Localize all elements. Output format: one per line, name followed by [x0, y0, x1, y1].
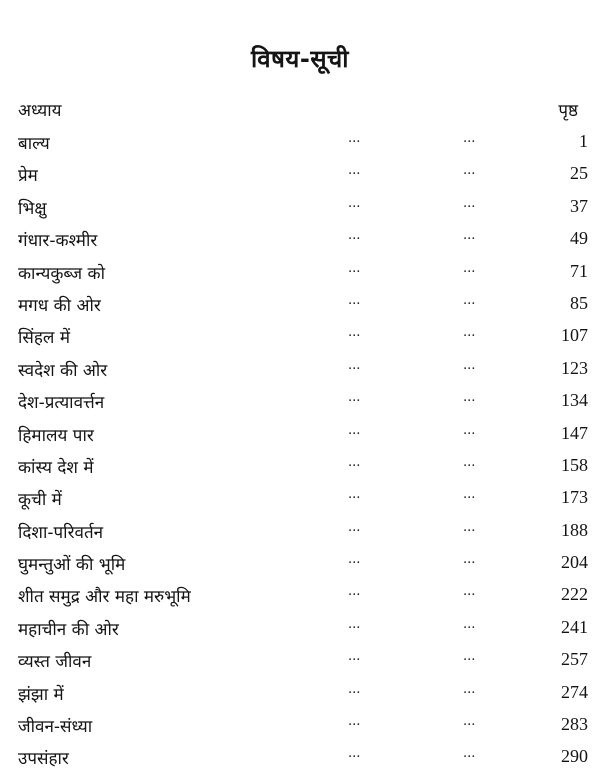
- toc-header: [0, 98, 600, 124]
- leader-dots: ...: [348, 649, 361, 665]
- leader-dots: ...: [463, 552, 476, 568]
- toc-entry: [0, 614, 600, 646]
- page-number: 71: [570, 260, 588, 281]
- leader-dots: ...: [463, 422, 476, 438]
- toc-entry: [0, 258, 600, 290]
- leader-dots: ...: [463, 357, 476, 373]
- leader-dots: ...: [463, 714, 476, 730]
- toc-entry: [0, 452, 600, 484]
- toc-entry: [0, 743, 600, 775]
- chapter-title: गंधार-कश्मीर: [18, 231, 98, 252]
- toc-entry: [0, 355, 600, 387]
- page-number: 147: [561, 422, 588, 443]
- toc-entry: [0, 581, 600, 613]
- leader-dots: ...: [463, 616, 476, 632]
- page-number: 241: [561, 616, 588, 637]
- leader-dots: ...: [463, 649, 476, 665]
- page-number: 37: [570, 195, 588, 216]
- page-title: विषय-सूची: [251, 45, 349, 73]
- leader-dots: ...: [348, 681, 361, 697]
- toc-entry: [0, 484, 600, 516]
- chapter-title: कांस्य देश में: [18, 457, 94, 478]
- chapter-title: कान्यकुब्ज को: [18, 263, 105, 284]
- chapter-title: बाल्य: [18, 134, 50, 154]
- page-number: 123: [561, 357, 588, 378]
- toc-entry: [0, 646, 600, 678]
- chapter-title: दिशा-परिवर्तन: [18, 522, 104, 543]
- leader-dots: ...: [348, 325, 361, 341]
- leader-dots: ...: [348, 584, 361, 600]
- page-number: 290: [561, 746, 588, 767]
- page-number: 134: [561, 390, 588, 411]
- toc-entry: [0, 420, 600, 452]
- leader-dots: ...: [463, 746, 476, 762]
- chapter-title: उपसंहार: [18, 749, 69, 770]
- leader-dots: ...: [348, 714, 361, 730]
- leader-dots: ...: [348, 487, 361, 503]
- page-number: 158: [561, 454, 588, 475]
- page-column-header: पृष्ठ: [558, 101, 578, 121]
- leader-dots: ...: [348, 746, 361, 762]
- leader-dots: ...: [463, 519, 476, 535]
- chapter-title: स्वदेश की ओर: [18, 360, 108, 381]
- chapter-title: महाचीन की ओर: [18, 619, 119, 640]
- chapter-title: भिक्षु: [18, 198, 47, 219]
- chapter-title: सिंहल में: [18, 328, 71, 349]
- toc-entry: [0, 160, 600, 192]
- page-number: 173: [561, 487, 588, 508]
- leader-dots: ...: [348, 616, 361, 632]
- page-number: 204: [561, 552, 588, 573]
- page-number: 222: [561, 584, 588, 605]
- chapter-title: व्यस्त जीवन: [18, 652, 92, 673]
- chapter-title: झंझा में: [18, 684, 64, 705]
- leader-dots: ...: [463, 131, 476, 146]
- chapter-title: हिमालय पार: [18, 425, 94, 446]
- leader-dots: ...: [463, 487, 476, 503]
- leader-dots: ...: [348, 131, 361, 146]
- page-number: 49: [570, 228, 588, 249]
- toc-entry: [0, 322, 600, 354]
- leader-dots: ...: [348, 422, 361, 438]
- chapter-title: मगध की ओर: [18, 295, 101, 316]
- leader-dots: ...: [348, 228, 361, 244]
- leader-dots: ...: [463, 195, 476, 211]
- table-of-contents: [0, 128, 600, 776]
- leader-dots: ...: [348, 195, 361, 211]
- page-number: 25: [570, 163, 588, 184]
- leader-dots: ...: [463, 228, 476, 244]
- leader-dots: ...: [348, 292, 361, 308]
- toc-entry: [0, 387, 600, 419]
- leader-dots: ...: [348, 454, 361, 470]
- chapter-title: प्रेम: [18, 166, 38, 187]
- toc-entry: [0, 711, 600, 743]
- leader-dots: ...: [463, 584, 476, 600]
- toc-entry: [0, 225, 600, 257]
- leader-dots: ...: [348, 357, 361, 373]
- chapter-title: कूची में: [18, 490, 62, 511]
- chapter-title: शीत समुद्र और महा मरुभूमि: [18, 587, 191, 608]
- leader-dots: ...: [463, 163, 476, 179]
- leader-dots: ...: [348, 519, 361, 535]
- leader-dots: ...: [348, 552, 361, 568]
- page-number: 107: [561, 325, 588, 346]
- toc-entry: [0, 193, 600, 225]
- chapter-column-header: अध्याय: [18, 101, 62, 121]
- toc-entry: [0, 290, 600, 322]
- leader-dots: ...: [463, 260, 476, 276]
- leader-dots: ...: [463, 390, 476, 406]
- page-number: 274: [561, 681, 588, 702]
- leader-dots: ...: [348, 260, 361, 276]
- chapter-title: घुमन्तुओं की भूमि: [18, 555, 126, 576]
- leader-dots: ...: [463, 292, 476, 308]
- page-number: 1: [579, 131, 588, 151]
- toc-entry: [0, 128, 600, 160]
- chapter-title: देश-प्रत्यावर्त्तन: [18, 393, 105, 414]
- leader-dots: ...: [463, 681, 476, 697]
- page-number: 283: [561, 714, 588, 735]
- toc-entry: [0, 549, 600, 581]
- leader-dots: ...: [463, 454, 476, 470]
- toc-entry: [0, 679, 600, 711]
- leader-dots: ...: [348, 390, 361, 406]
- toc-entry: [0, 517, 600, 549]
- chapter-title: जीवन-संध्या: [18, 717, 93, 738]
- page-number: 188: [561, 519, 588, 540]
- leader-dots: ...: [463, 325, 476, 341]
- page-number: 257: [561, 649, 588, 670]
- leader-dots: ...: [348, 163, 361, 179]
- page-number: 85: [570, 292, 588, 313]
